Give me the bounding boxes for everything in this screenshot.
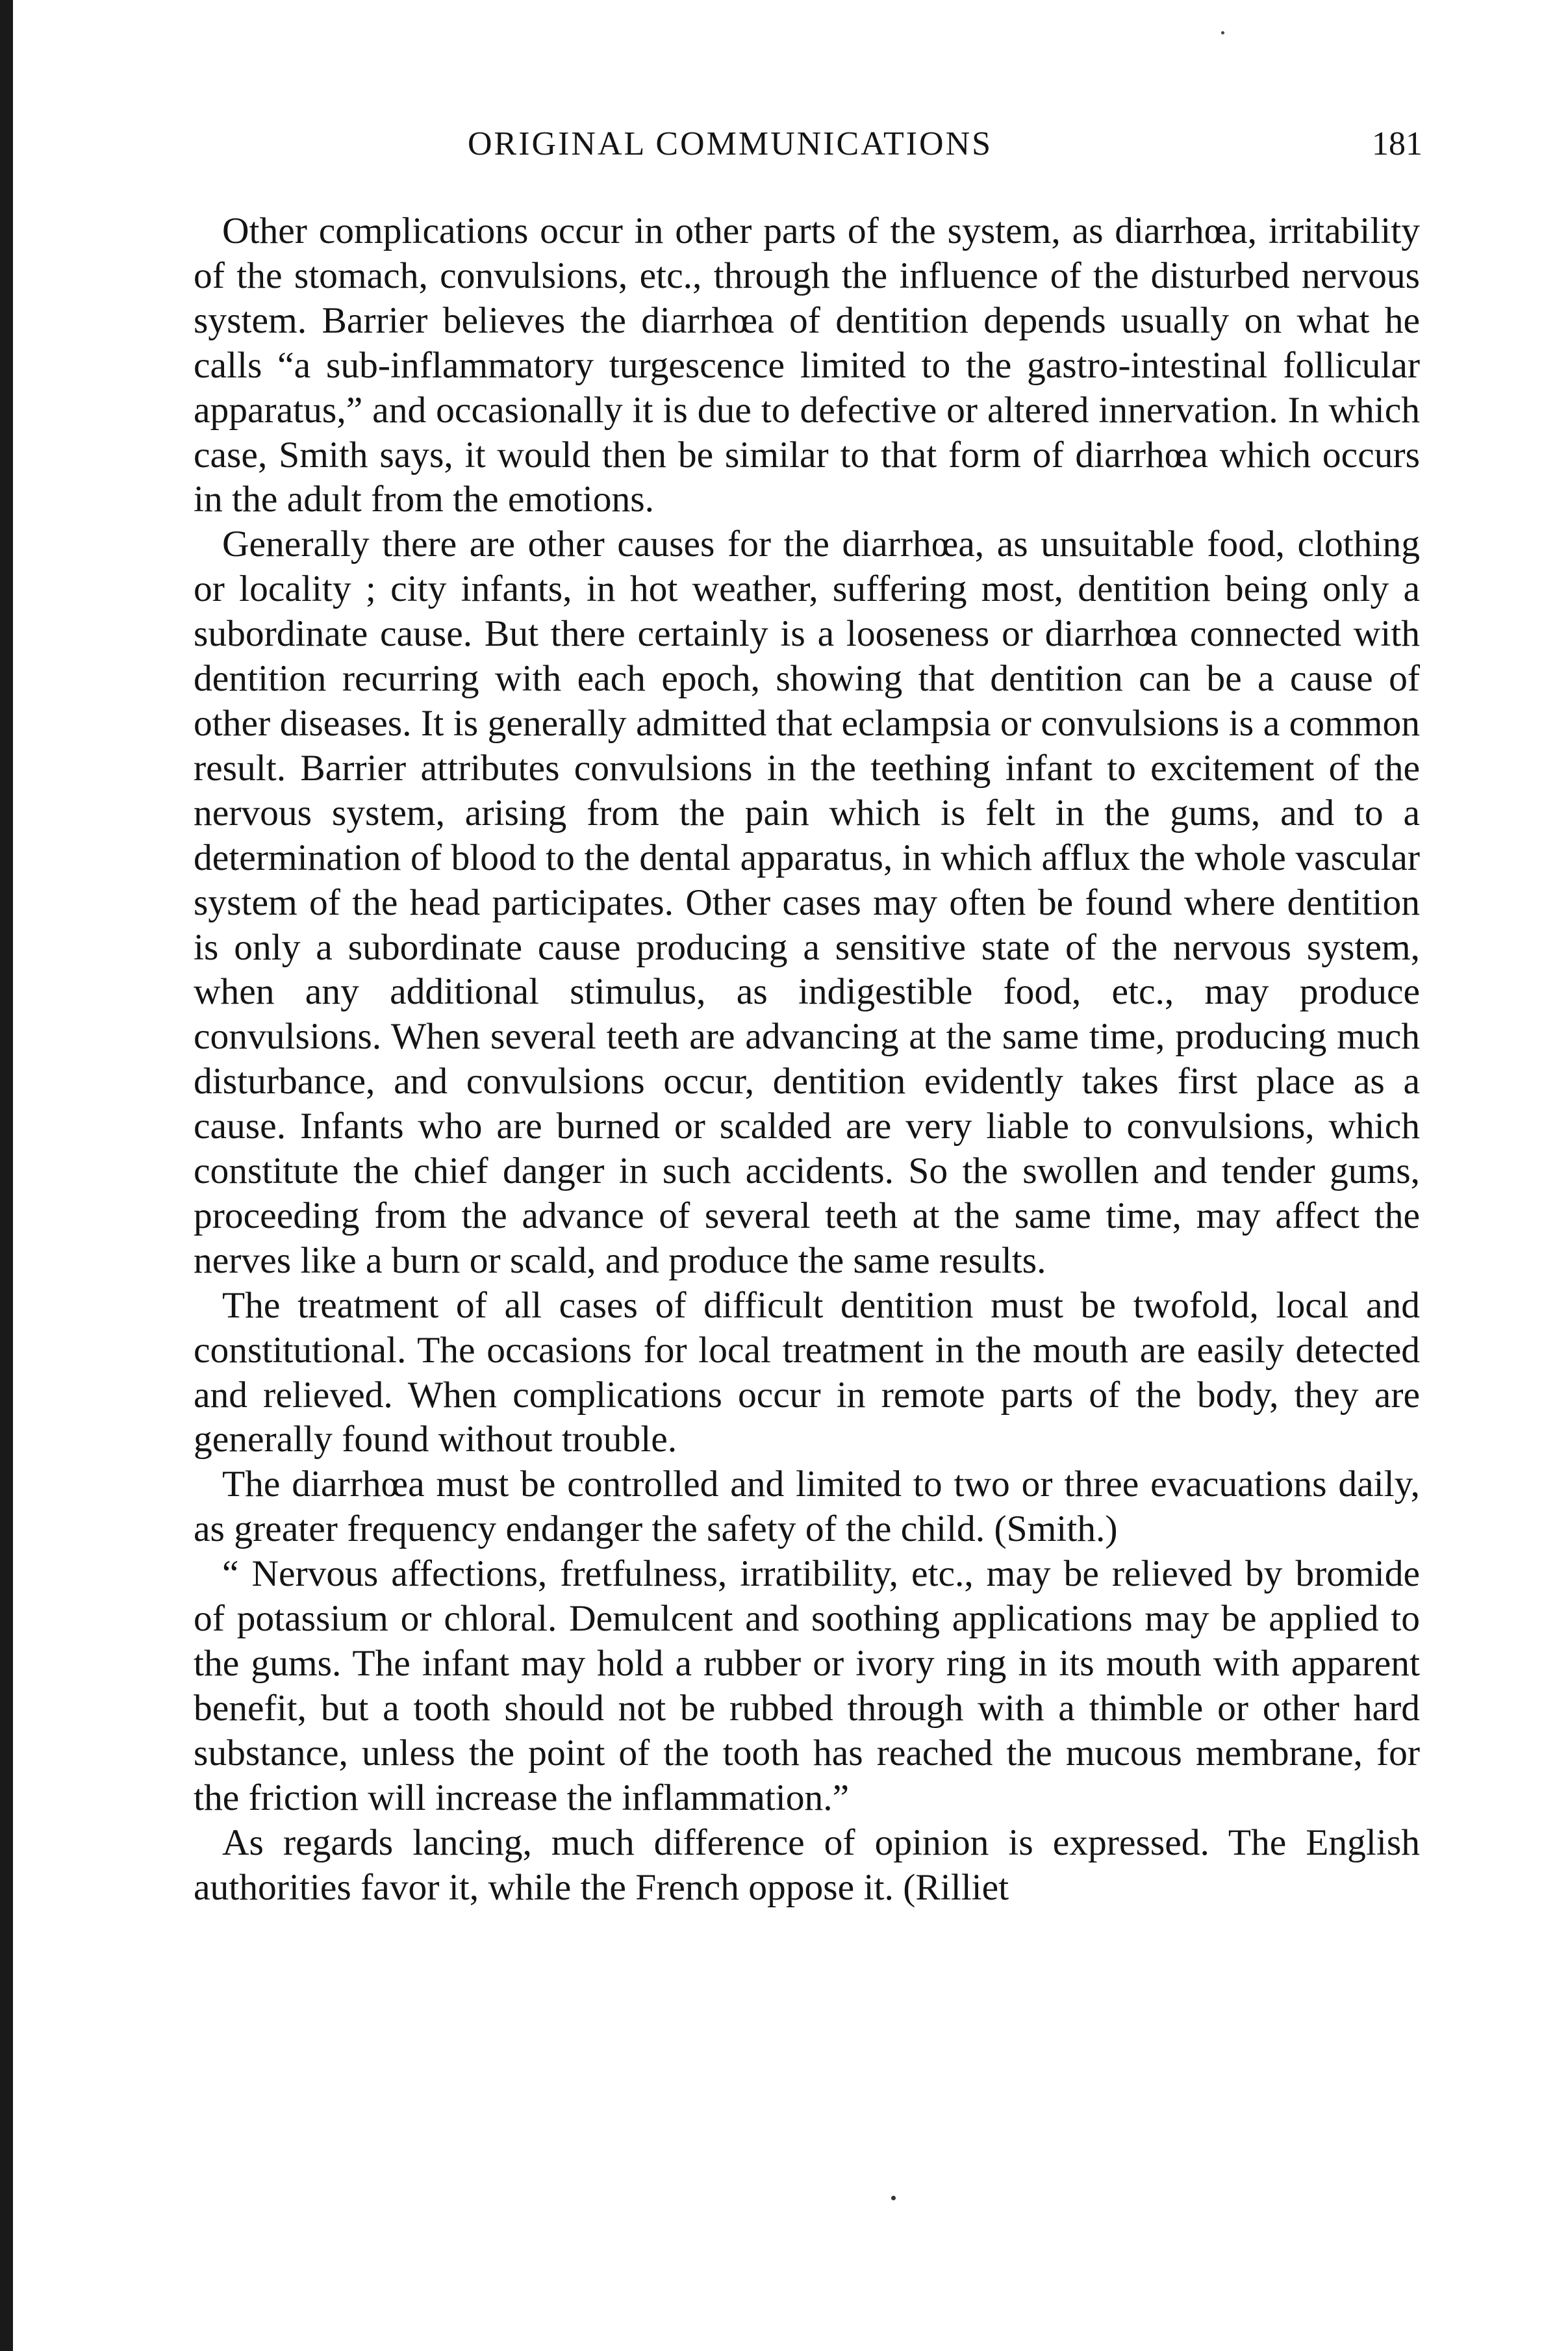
- paragraph: “ Nervous affections, fretfulness, irratibility, etc., may be relieved by bromide of potassium or chloral. Demulcent and soothing applications may be applied to the gums. The infant may hold a rubber or ivory ring in its mouth with apparent benefit, but a tooth should not be rubbed through with a thimble or other hard substance, unless the point of the tooth has reached the mucous membrane, for the friction will increase the inflammation.”: [194, 1553, 1420, 1818]
- paragraph: Generally there are other causes for the diarrhœa, as unsuitable food, clothing or locality ; city infants, in hot weather, suffering most, dentition being only a subordinate cause. But there certainly is a looseness or diarrhœa connected with dentition recurring with each epoch, showing that dentition can be a cause of other diseases. It is generally admitted that eclampsia or convulsions is a common result. Barrier attributes convulsions in the teething infant to excitement of the nervous system, arising from the pain which is felt in the gums, and to a determination of blood to the dental apparatus, in which afflux the whole vascular system of the head participates. Other cases may often be found where dentition is only a subordinate cause producing a sensitive state of the nervous system, when any additional stimulus, as indigestible food, etc., may produce convulsions. When several teeth are advancing at the same time, producing much disturbance, and convulsions occur, dentition evidently takes first place as a cause. Infants who are burned or scalded are very liable to convulsions, which constitute the chief danger in such accidents. So the swollen and tender gums, proceeding from the advance of several teeth at the same time, may affect the nerves like a burn or scald, and produce the same results.: [194, 524, 1420, 1281]
- paragraph: As regards lancing, much difference of opinion is expressed. The English authorities favor it, while the French oppose it. (Rilliet: [194, 1822, 1420, 1908]
- running-head: ORIGINAL COMMUNICATIONS: [468, 125, 993, 162]
- ink-speck: [1221, 31, 1224, 34]
- body-text: [194, 209, 1420, 1910]
- page-edge-rule: [0, 0, 13, 2351]
- page-header: [195, 125, 1423, 170]
- ink-speck: [891, 2196, 896, 2200]
- paragraph: The diarrhœa must be controlled and limited to two or three evacuations daily, as greater frequency endanger the safety of the child. (Smith.): [194, 1464, 1420, 1550]
- paragraph: Other complications occur in other parts of the system, as diarrhœa, irritability of the stomach, convulsions, etc., through the influence of the disturbed nervous system. Barrier believes the diarrhœa of dentition depends usually on what he calls “a sub-inflammatory turgescence limited to the gastro-intestinal follicular apparatus,” and occasionally it is due to defective or altered innervation. In which case, Smith says, it would then be similar to that form of diarrhœa which occurs in the adult from the emotions.: [194, 210, 1420, 520]
- paragraph: The treatment of all cases of difficult dentition must be twofold, local and constitutional. The occasions for local treatment in the mouth are easily detected and relieved. When complications occur in remote parts of the body, they are generally found without trouble.: [194, 1284, 1420, 1460]
- page-number: 181: [1372, 125, 1423, 162]
